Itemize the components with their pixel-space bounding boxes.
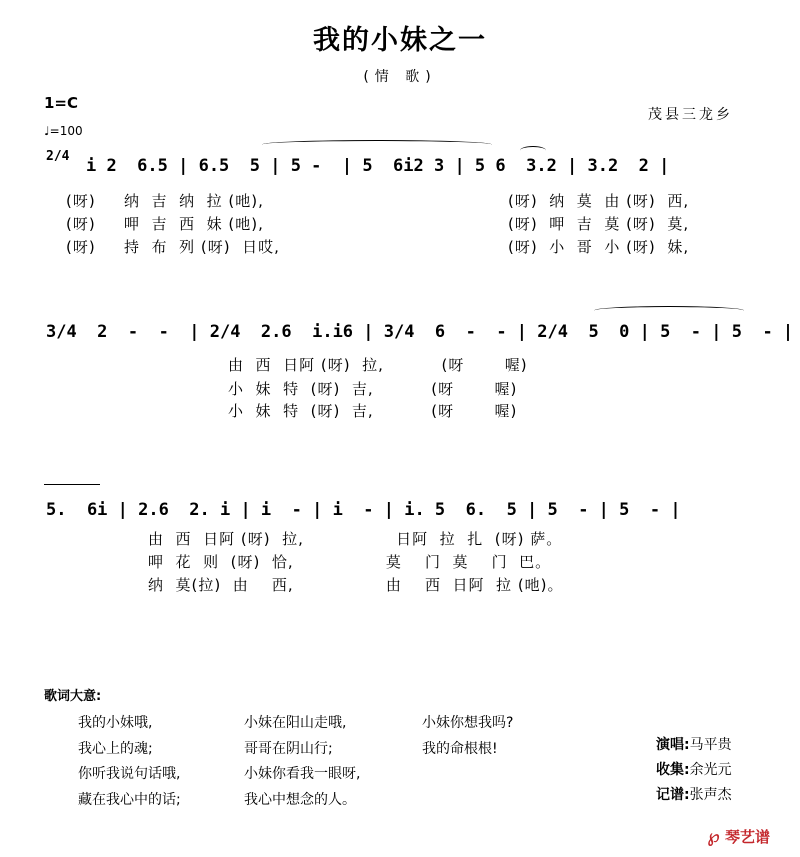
credit-label: 记谱: [656,787,690,803]
summary-heading: 歌词大意: [44,689,102,704]
tie-arc [594,306,744,315]
time-signature: 2/4 [46,149,70,164]
summary-line: 我的命根根! [422,741,498,757]
watermark-text: 琴艺谱 [724,828,770,846]
notation-line-2: 3/4 2 - - | 2/4 2.6 i.i6 | 3/4 6 - - | 2/4 5 0 | 5 - | 5 - | [46,322,794,342]
watermark-logo [707,826,770,847]
lyric-line: 纳 莫(拉) 由 西, 由 西 日阿 拉 (吔)。 [148,576,564,594]
summary-line: 我的小妹哦, [78,715,153,731]
lyric-line: 呷 花 则 (呀) 恰, 莫 门 莫 门 巴。 [148,553,552,571]
lyric-line: 由 西 日阿 (呀) 拉, 日阿 拉 扎 (呀) 萨。 [148,530,563,548]
credit-value: 余光元 [689,762,732,778]
lyric-line: 小 妹 特 (呀) 吉, (呀 喔) [228,402,518,420]
summary-line: 小妹在阳山走哦, [244,715,347,731]
credit-collector [656,759,732,779]
lyric-line: 纳 吉 纳 拉 (吔), [124,192,264,210]
credit-label: 演唱: [656,737,690,753]
lyric-line: (呀) 小 哥 小 (呀) 妹, [508,238,690,256]
credit-singer [656,734,732,754]
notation-line-3: 5. 6i | 2.6 2. i | i - | i - | i. 5 6. 5 | 5 - | 5 - | [46,500,681,520]
page-title: 我的小妹之一 [313,25,487,56]
credit-value: 张声杰 [689,787,732,803]
summary-line: 我心上的魂; [78,741,153,757]
tempo-marking: ♩=100 [44,124,83,138]
summary-line: 你听我说句话哦, [78,766,181,782]
summary-line: 哥哥在阴山行; [244,741,333,757]
notation-line-1: i 2 6.5 | 6.5 5 | 5 - | 5 6i2 3 | 5 6 3.2 | 3.2 2 | [86,156,670,176]
lyric-line: (呀) 纳 莫 由 (呀) 西, [508,192,690,210]
lyric-line: 持 布 列 (呀) 日哎, [124,238,280,256]
tie-arc [44,484,100,493]
lyric-line: (呀) 呷 吉 莫 (呀) 莫, [508,215,690,233]
credit-label: 收集: [656,762,690,778]
lyric-line: 小 妹 特 (呀) 吉, (呀 喔) [228,380,518,398]
tie-arc [262,140,492,149]
lyric-line: 呷 吉 西 妹 (吔), [124,215,264,233]
logo-icon: ℘ [707,826,720,847]
lyric-line: 由 西 日阿 (呀) 拉, (呀 喔) [228,356,528,374]
key-signature: 1=C [44,94,79,112]
credit-value: 马平贵 [689,737,732,753]
summary-line: 藏在我心中的话; [78,792,181,808]
summary-line: 小妹你看我一眼呀, [244,766,361,782]
lyric-line: (呀) [66,215,96,233]
tie-arc [520,146,546,155]
genre-subtitle: (情 歌) [363,69,437,85]
summary-line: 小妹你想我吗? [422,715,514,731]
song-origin: 茂县三龙乡 [648,107,733,123]
summary-line: 我心中想念的人。 [244,792,356,808]
credit-transcriber [656,784,732,804]
lyric-line: (呀) [66,192,96,210]
lyric-line: (呀) [66,238,96,256]
